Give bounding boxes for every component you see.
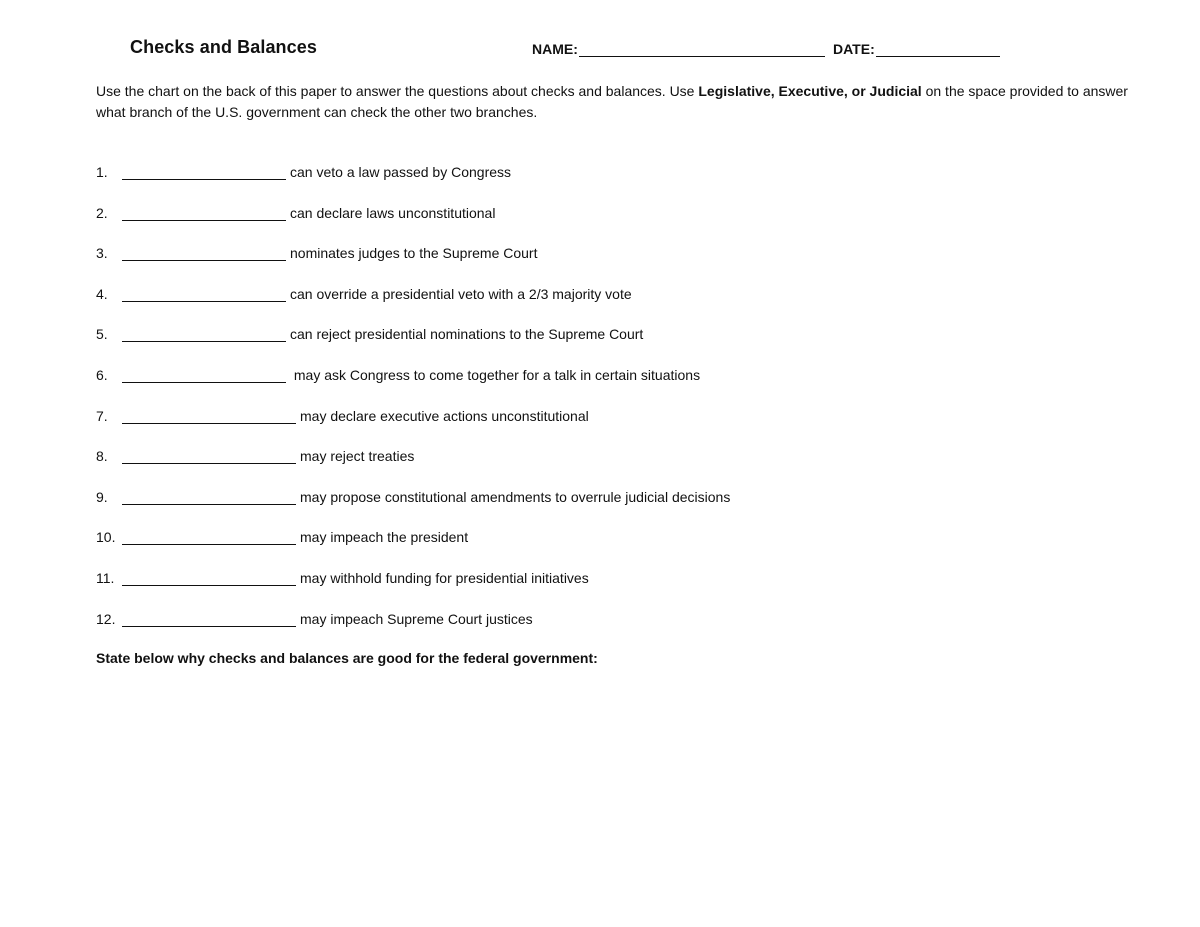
question-item [96,243,730,284]
question-text: may reject treaties [300,448,415,465]
question-number: 9. [96,488,108,505]
date-label: DATE: [833,41,875,57]
instructions-text-start: Use the chart on the back of this paper to answer the questions about checks and balances. Use [96,83,699,99]
question-text: can veto a law passed by Congress [290,164,512,180]
date-blank[interactable] [876,42,1000,57]
answer-blank[interactable] [122,162,286,180]
page-title: Checks and Balances [130,37,317,57]
question-number: 10. [96,529,116,546]
question-text: may withhold funding for presidential initiatives [300,569,589,586]
name-field [532,41,825,57]
answer-blank[interactable] [122,243,286,261]
answer-blank[interactable] [122,609,296,627]
question-item [96,446,730,487]
question-text: can override a presidential veto with a 2/3 majority vote [290,285,632,302]
question-item [96,365,730,406]
question-number: 12. [96,610,116,627]
question-text: may propose constitutional amendments to overrule judicial decisions [300,488,731,505]
instructions-paragraph [96,81,1158,123]
name-label: NAME: [532,41,578,57]
question-text: can reject presidential nominations to the Supreme Court [290,326,644,343]
question-number: 2. [96,204,108,221]
question-item [96,203,730,244]
answer-blank[interactable] [122,284,286,302]
question-item [96,609,730,650]
question-item [96,284,730,325]
instructions-text-end: on the space provided to answer what branch of the U.S. government can check the other two branches. [96,83,1128,120]
question-number: 4. [96,285,108,302]
question-number: 7. [96,407,108,424]
answer-blank[interactable] [122,324,286,342]
question-number: 8. [96,448,108,465]
answer-blank[interactable] [122,527,296,545]
answer-blank[interactable] [122,406,296,424]
question-text: can declare laws unconstitutional [290,204,496,221]
instructions-branch-options: Legislative, Executive, or Judicial [698,83,922,99]
question-number: 6. [96,366,108,383]
question-number: 11. [96,569,115,586]
question-text: may impeach Supreme Court justices [300,610,533,627]
answer-blank[interactable] [122,203,286,221]
question-item [96,487,730,528]
question-item [96,527,730,568]
question-list [96,162,730,649]
answer-blank[interactable] [122,365,286,383]
closing-prompt: State below why checks and balances are good for the federal government: [96,650,598,666]
question-text: may declare executive actions unconstitutional [300,407,589,424]
question-text: nominates judges to the Supreme Court [290,245,538,262]
question-number: 1. [96,164,108,180]
question-number: 5. [96,326,108,343]
question-text: may impeach the president [300,529,469,546]
question-number: 3. [96,245,108,262]
question-item [96,162,730,203]
question-item [96,568,730,609]
question-item [96,324,730,365]
answer-blank[interactable] [122,487,296,505]
question-item [96,406,730,447]
question-text: may ask Congress to come together for a talk in certain situations [290,366,701,383]
name-blank[interactable] [579,42,825,57]
answer-blank[interactable] [122,446,296,464]
answer-blank[interactable] [122,568,296,586]
date-field [833,41,1000,57]
